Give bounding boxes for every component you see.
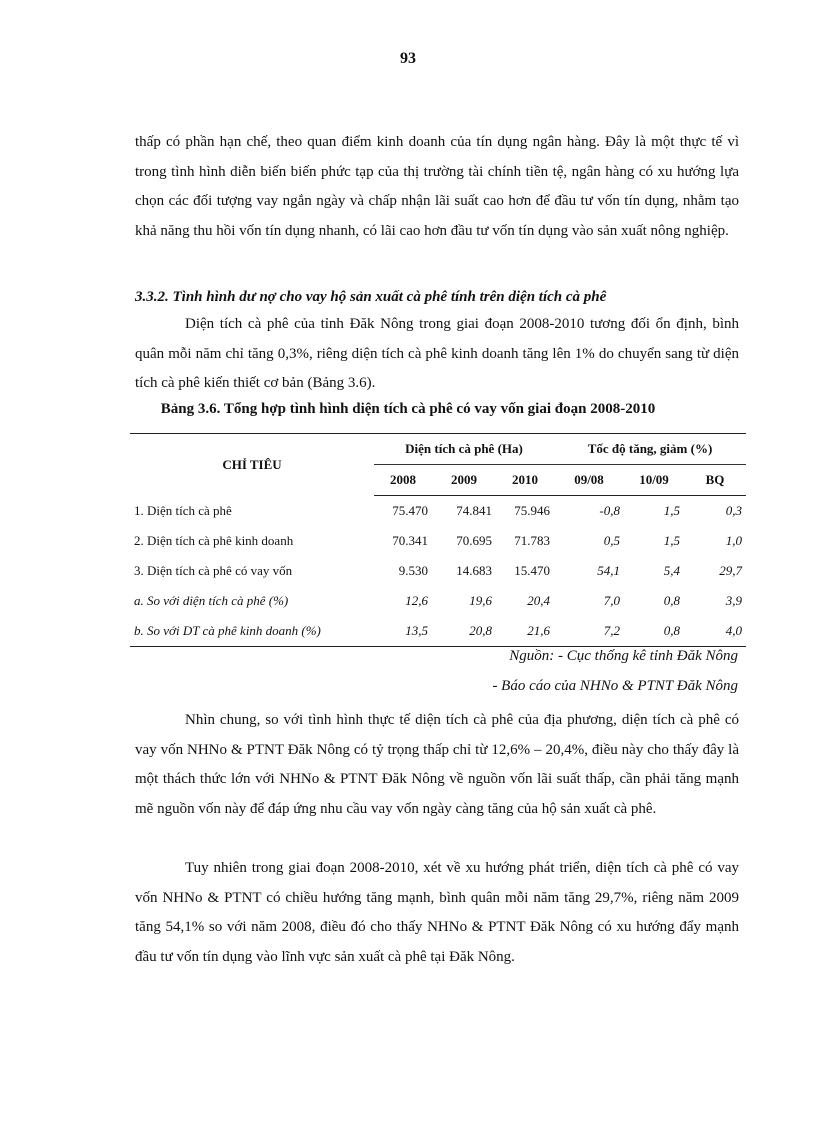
row-label: 2. Diện tích cà phê kinh doanh (134, 533, 294, 548)
row-label: 3. Diện tích cà phê có vay vốn (134, 563, 293, 578)
header-rate-group: Tốc độ tăng, giảm (%) (554, 434, 746, 465)
cell: 54,1 (597, 563, 620, 578)
cell: 19,6 (469, 593, 492, 608)
header-criteria: CHỈ TIÊU (130, 434, 374, 496)
col-2009: 2009 (432, 465, 496, 496)
cell: 7,0 (603, 593, 620, 608)
cell: 0,8 (663, 593, 680, 608)
table-row (130, 496, 746, 527)
table-row (130, 556, 746, 586)
cell: 7,2 (554, 616, 624, 647)
cell: 74.841 (456, 503, 492, 518)
cell: 0,8 (624, 616, 684, 647)
cell: 15.470 (514, 563, 550, 578)
cell: 71.783 (514, 533, 550, 548)
col-bq: BQ (684, 465, 746, 496)
cell: 75.470 (392, 503, 428, 518)
row-label: 1. Diện tích cà phê (134, 502, 232, 518)
cell: 1,5 (663, 503, 680, 518)
source-line-1: Nguồn: - Cục thống kê tỉnh Đăk Nông (509, 648, 738, 664)
cell: 3,9 (725, 593, 742, 608)
cell: 12,6 (405, 593, 428, 608)
paragraph-area-overview: Diện tích cà phê của tỉnh Đăk Nông trong giai đoạn 2008-2010 tương đối ổn định, bình quân mỗi năm chỉ tăng 0,3%, riêng diện tích cà phê kinh doanh tăng lên 1% do chuyển sang từ diện tích cà phê kiến thiết cơ bản (Bảng 3.6). (135, 316, 739, 392)
table-row (130, 586, 746, 616)
paragraph-comparison: Nhìn chung, so với tình hình thực tế diện tích cà phê của địa phương, diện tích cà phê có vay vốn NHNo & PTNT Đăk Nông có tỷ trọng thấp chỉ từ 12,6% – 20,4%, điều này cho thấy đây là một thách thức lớn với NHNo & PTNT Đăk Nông về nguồn vốn lãi suất thấp, cần phải tăng mạnh mẽ nguồn vốn này để đáp ứng nhu cầu vay vốn ngày càng tăng của hộ sản xuất cà phê. (135, 712, 739, 818)
coffee-area-table (130, 433, 746, 647)
paragraph-trend: Tuy nhiên trong giai đoạn 2008-2010, xét về xu hướng phát triển, diện tích cà phê có vay vốn NHNo & PTNT có chiều hướng tăng mạnh, bình quân mỗi năm tăng 29,7%, riêng năm 2009 tăng 54,1% so với năm 2008, điều đó cho thấy NHNo & PTNT Đăk Nông có xu hướng đẩy mạnh đầu tư vốn tín dụng vào lĩnh vực sản xuất cà phê tại Đăk Nông. (135, 860, 739, 966)
cell: 1,5 (663, 533, 680, 548)
cell: 14.683 (456, 563, 492, 578)
cell: 70.341 (392, 533, 428, 548)
cell: 9.530 (398, 563, 428, 578)
cell: 4,0 (684, 616, 746, 647)
row-label: b. So với DT cà phê kinh doanh (%) (130, 616, 374, 647)
cell: 5,4 (663, 563, 680, 578)
col-2010: 2010 (496, 465, 554, 496)
cell: 0,5 (603, 533, 620, 548)
cell: 20,8 (432, 616, 496, 647)
header-area-group: Diện tích cà phê (Ha) (374, 434, 554, 465)
cell: -0,8 (599, 503, 620, 518)
col-09-08: 09/08 (554, 465, 624, 496)
col-2008: 2008 (374, 465, 432, 496)
paragraph-intro: thấp có phần hạn chế, theo quan điểm kinh doanh của tín dụng ngân hàng. Đây là một thực tế vì trong tình hình diễn biến biến phức tạp của thị trường tài chính tiền tệ, ngân hàng có xu hướng lựa chọn các đối tượng vay ngắn ngày và chấp nhận lãi suất cao hơn để đầu tư vốn tín dụng, nhằm tạo khả năng thu hồi vốn tín dụng nhanh, có lãi cao hơn đầu tư vốn tín dụng vào sản xuất nông nghiệp. (135, 134, 739, 240)
section-heading: 3.3.2. Tình hình dư nợ cho vay hộ sản xuất cà phê tính trên diện tích cà phê (135, 289, 607, 305)
source-line-2: - Báo cáo của NHNo & PTNT Đăk Nông (492, 678, 738, 694)
cell: 75.946 (514, 503, 550, 518)
table-row (130, 526, 746, 556)
table-caption: Bảng 3.6. Tổng hợp tình hình diện tích cà phê có vay vốn giai đoạn 2008-2010 (160, 401, 656, 417)
cell: 29,7 (719, 563, 742, 578)
cell: 20,4 (527, 593, 550, 608)
col-10-09: 10/09 (624, 465, 684, 496)
page-number: 93 (400, 50, 416, 67)
cell: 70.695 (456, 533, 492, 548)
table-row (130, 616, 746, 647)
cell: 0,3 (725, 503, 742, 518)
cell: 1,0 (725, 533, 742, 548)
row-label: a. So với diện tích cà phê (%) (134, 593, 289, 608)
cell: 21,6 (496, 616, 554, 647)
cell: 13,5 (374, 616, 432, 647)
